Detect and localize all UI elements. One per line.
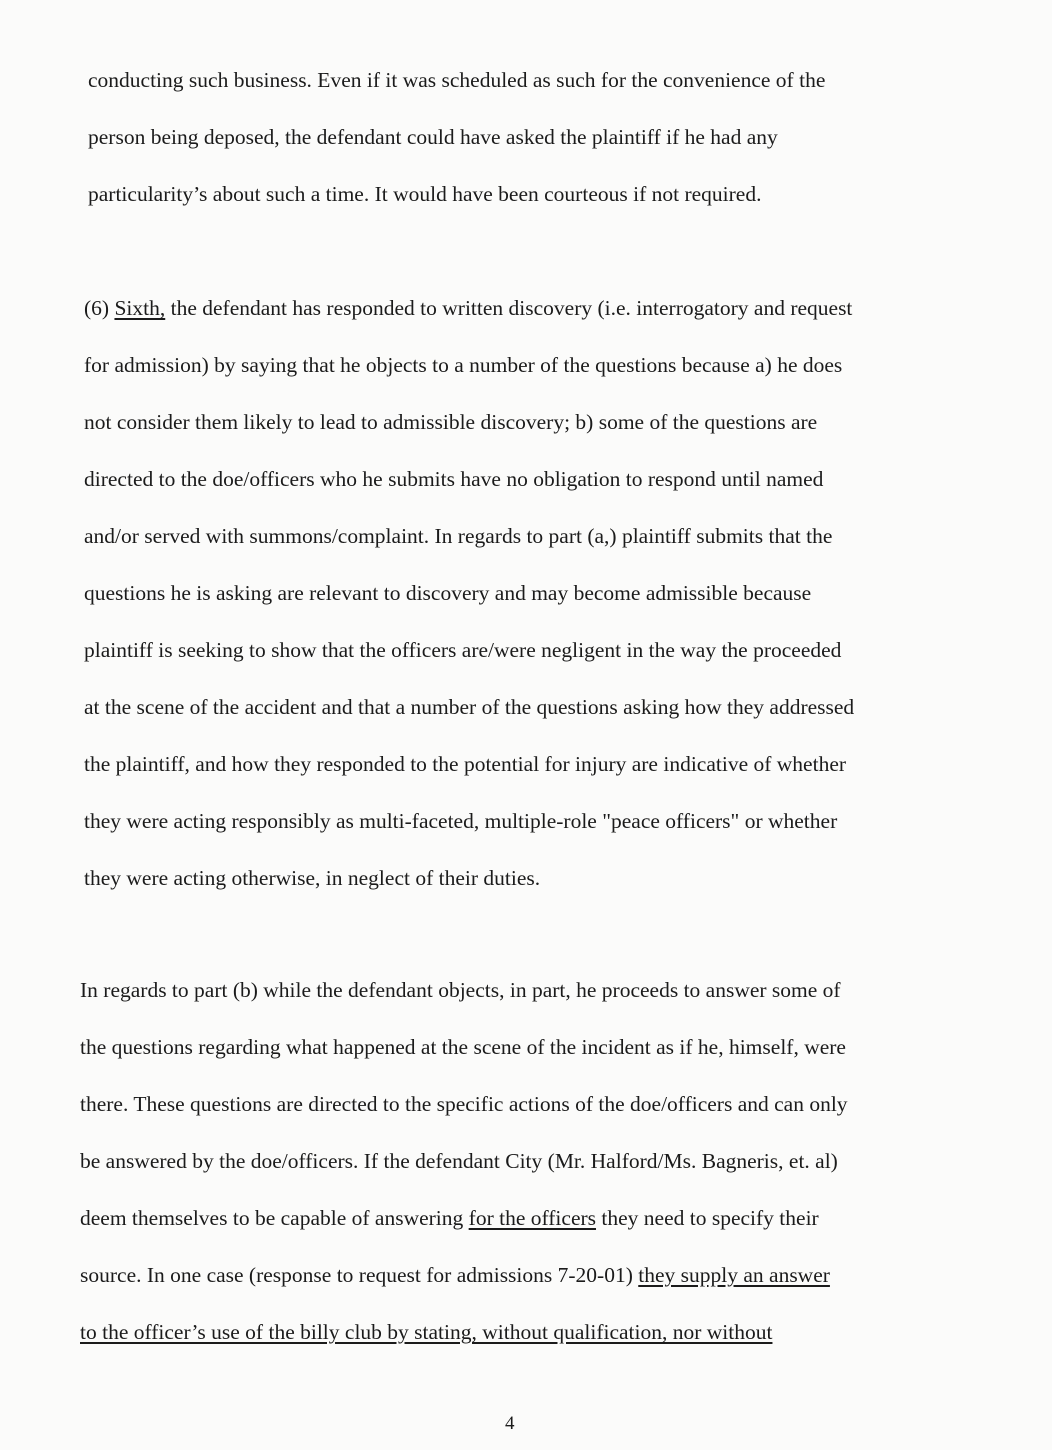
text-segment: at the scene of the accident and that a number of the questions asking how they addressed bbox=[84, 695, 855, 719]
text-line bbox=[80, 1205, 819, 1231]
text-line bbox=[80, 1034, 846, 1060]
text-segment: source. In one case (response to request for admissions 7-20-01) bbox=[80, 1263, 639, 1287]
text-line bbox=[84, 352, 842, 378]
underlined-text: they supply an answer bbox=[638, 1263, 830, 1287]
text-segment: for admission) by saying that he objects to a number of the questions because a) he does bbox=[84, 353, 843, 377]
text-line bbox=[84, 694, 854, 720]
text-line bbox=[84, 466, 823, 492]
underlined-text: to the officer’s use of the billy club by stating, without qualification, nor without bbox=[80, 1320, 773, 1344]
text-segment: conducting such business. Even if it was scheduled as such for the convenience of the bbox=[88, 68, 826, 92]
text-segment: deem themselves to be capable of answering bbox=[80, 1206, 469, 1230]
underlined-text: Sixth, bbox=[114, 296, 166, 320]
text-segment: there. These questions are directed to the specific actions of the doe/officers and can only bbox=[80, 1092, 848, 1116]
text-line bbox=[80, 1262, 830, 1288]
text-segment: and/or served with summons/complaint. In regards to part (a,) plaintiff submits that the bbox=[84, 524, 833, 548]
text-segment: the plaintiff, and how they responded to the potential for injury are indicative of whether bbox=[84, 752, 847, 776]
text-segment: be answered by the doe/officers. If the defendant City (Mr. Halford/Ms. Bagneris, et. al) bbox=[80, 1149, 838, 1173]
text-line bbox=[84, 751, 846, 777]
text-segment: the defendant has responded to written discovery (i.e. interrogatory and request bbox=[165, 296, 853, 320]
text-line bbox=[80, 1091, 848, 1117]
text-line bbox=[84, 580, 811, 606]
text-segment: they were acting otherwise, in neglect of their duties. bbox=[84, 866, 541, 890]
page-number: 4 bbox=[505, 1413, 515, 1434]
text-line bbox=[84, 295, 852, 321]
text-line bbox=[84, 637, 841, 663]
text-line bbox=[80, 1148, 838, 1174]
text-segment: In regards to part (b) while the defendant objects, in part, he proceeds to answer some of bbox=[80, 978, 841, 1002]
text-line bbox=[88, 181, 761, 207]
text-line bbox=[84, 523, 832, 549]
text-line bbox=[84, 808, 837, 834]
text-line bbox=[84, 865, 540, 891]
text-segment: plaintiff is seeking to show that the officers are/were negligent in the way the proceeded bbox=[84, 638, 842, 662]
text-segment: directed to the doe/officers who he submits have no obligation to respond until named bbox=[84, 467, 824, 491]
text-line bbox=[88, 124, 778, 150]
text-line bbox=[80, 977, 841, 1003]
text-segment: the questions regarding what happened at the scene of the incident as if he, himself, were bbox=[80, 1035, 846, 1059]
text-segment: questions he is asking are relevant to discovery and may become admissible because bbox=[84, 581, 812, 605]
text-segment: they were acting responsibly as multi-faceted, multiple-role "peace officers" or whether bbox=[84, 809, 838, 833]
text-segment: they need to specify their bbox=[596, 1206, 819, 1230]
text-segment: not consider them likely to lead to admissible discovery; b) some of the questions are bbox=[84, 410, 818, 434]
text-line bbox=[84, 409, 817, 435]
underlined-text: for the officers bbox=[468, 1206, 597, 1230]
text-segment: particularity’s about such a time. It would have been courteous if not required. bbox=[88, 182, 762, 206]
text-line bbox=[88, 67, 825, 93]
text-segment: (6) bbox=[84, 296, 115, 320]
text-line bbox=[80, 1319, 772, 1345]
text-segment: person being deposed, the defendant could have asked the plaintiff if he had any bbox=[88, 125, 778, 149]
